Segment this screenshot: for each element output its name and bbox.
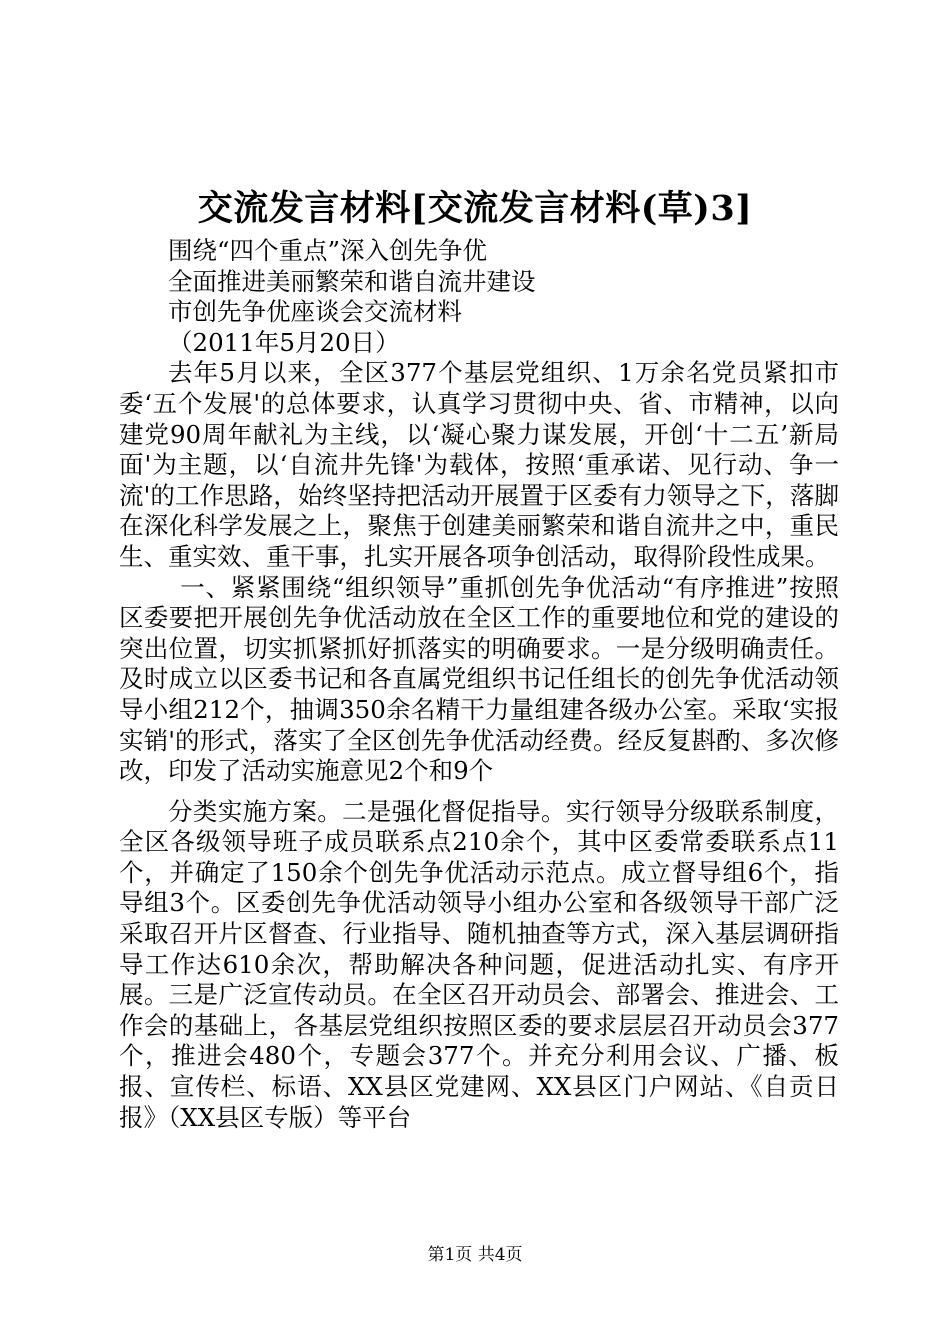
subheading-date: （2011年5月20日） bbox=[168, 327, 400, 357]
subheading-topic: 围绕“四个重点”深入创先争优 bbox=[168, 236, 488, 265]
document-body bbox=[119, 236, 839, 1133]
subheading-occasion: 市创先争优座谈会交流材料 bbox=[168, 297, 462, 327]
paragraph-section-one: 一、紧紧围绕“组织领导”重抓创先争优活动“有序推进”按照区委要把开展创先争优活动放在全区工作的重要地位和党的建设的突出位置，切实抓紧抓好抓落实的明确要求。一是分级明确责任。及时成立以区委书记和各直属党组织书记任组长的创先争优活动领导小组212个，抽调350余名精干力量组建各级办公室。采取‘实报实销'的形式，落实了全区创先争优活动经费。经反复斟酌、多次修改，印发了活动实施意见2个和9个 bbox=[119, 572, 839, 786]
paragraph-intro: 去年5月以来，全区377个基层党组织、1万余名党员紧扣市委‘五个发展'的总体要求，认真学习贯彻中央、省、市精神，以向建党90周年献礼为主线，以‘凝心聚力谋发展，开创‘十二五’新局面'为主题，以‘自流井先锋'为载体，按照‘重承诺、见行动、争一流'的工作思路，始终坚持把活动开展置于区委有力领导之下，落脚在深化科学发展之上，聚焦于创建美丽繁荣和谐自流井之中，重民生、重实效、重干事，扎实开展各项争创活动，取得阶段性成果。 bbox=[119, 358, 839, 571]
document-title: 交流发言材料[交流发言材料(草)3] bbox=[197, 188, 753, 229]
subheading-goal: 全面推进美丽繁荣和谐自流井建设 bbox=[168, 266, 536, 296]
paragraph-section-one-continued: 分类实施方案。二是强化督促指导。实行领导分级联系制度，全区各级领导班子成员联系点210余个，其中区委常委联系点11个，并确定了150余个创先争优活动示范点。成立督导组6个，指导组3个。区委创先争优活动领导小组办公室和各级领导干部广泛采取召开片区督查、行业指导、随机抽查等方式，深入基层调研指导工作达610余次，帮助解决各种问题，促进活动扎实、有序开展。三是广泛宣传动员。在全区召开动员会、部署会、推进会、工作会的基础上，各基层党组织按照区委的要求层层召开动员会377个，推进会480个，专题会377个。并充分利用会议、广播、板报、宣传栏、标语、XX县区党建网、XX县区门户网站、《自贡日报》（XX县区专版）等平台 bbox=[119, 796, 839, 1132]
page-number-footer: 第1页 共4页 bbox=[427, 1245, 523, 1265]
